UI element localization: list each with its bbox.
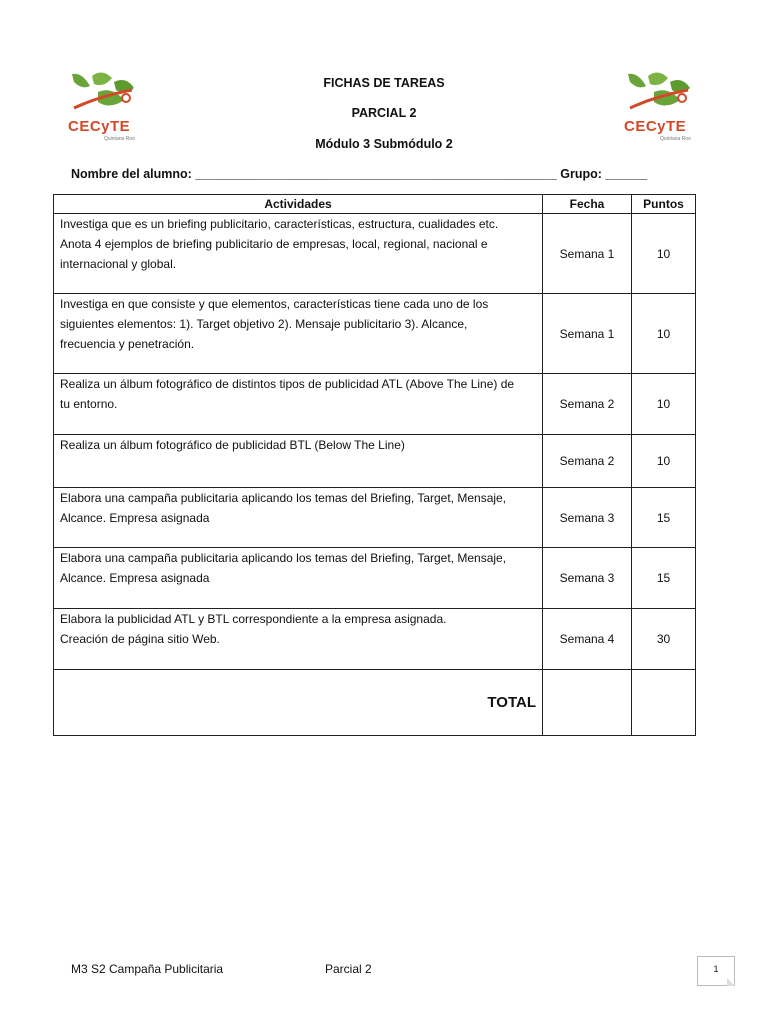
points-cell: 10: [632, 435, 696, 488]
logo-wordmark: CECyTE: [68, 118, 131, 135]
table-header-row: [54, 195, 696, 214]
student-name-group-line: Nombre del alumno: ____________________________________________________ Grupo: ______: [71, 167, 648, 181]
total-row: [54, 670, 696, 736]
date-cell: Semana 2: [543, 435, 632, 488]
date-cell: Semana 1: [543, 294, 632, 374]
date-cell: Semana 1: [543, 214, 632, 294]
activity-cell: Elabora una campaña publicitaria aplicando los temas del Briefing, Target, Mensaje, Alcance. Empresa asignada: [54, 488, 543, 548]
page-fold-icon: [727, 978, 735, 986]
logo-wordmark: CECyTE: [624, 118, 687, 135]
points-cell: 10: [632, 374, 696, 435]
date-cell: Semana 4: [543, 609, 632, 670]
activity-cell: Elabora una campaña publicitaria aplicando los temas del Briefing, Target, Mensaje, Alcance. Empresa asignada: [54, 548, 543, 609]
activity-cell: Realiza un álbum fotográfico de distintos tipos de publicidad ATL (Above The Line) de tu entorno.: [54, 374, 543, 435]
date-cell: Semana 3: [543, 548, 632, 609]
points-cell: 10: [632, 214, 696, 294]
table-row: [54, 374, 696, 435]
table-row: [54, 548, 696, 609]
points-cell: 15: [632, 548, 696, 609]
date-cell: Semana 2: [543, 374, 632, 435]
table-row: [54, 488, 696, 548]
logo-subtext: Quintana Roo: [660, 136, 691, 142]
date-cell: Semana 3: [543, 488, 632, 548]
page-number: [697, 956, 735, 986]
document-title: FICHAS DE TAREAS: [323, 76, 445, 90]
header-activities: Actividades: [54, 195, 543, 214]
points-cell: 10: [632, 294, 696, 374]
logo-subtext: Quintana Roo: [104, 136, 135, 142]
points-cell: 15: [632, 488, 696, 548]
total-label: TOTAL: [54, 670, 543, 736]
points-cell: 30: [632, 609, 696, 670]
table-row: [54, 435, 696, 488]
footer-course: M3 S2 Campaña Publicitaria: [71, 962, 224, 976]
activity-cell: Investiga que es un briefing publicitario, características, estructura, cualidades etc. Anota 4 ejemplos de briefing publicitario de empresas, local, regional, nacional e internacional y global.: [54, 214, 543, 294]
page-number-label: 1: [713, 964, 719, 974]
document-subtitle: PARCIAL 2: [351, 106, 417, 120]
activity-cell: Elabora la publicidad ATL y BTL correspondiente a la empresa asignada. Creación de página sitio Web.: [54, 609, 543, 670]
tasks-table: [53, 194, 696, 736]
activity-cell: Investiga en que consiste y que elementos, características tiene cada uno de los siguientes elementos: 1). Target objetivo 2). Mensaje publicitario 3). Alcance, frecuencia y penetración.: [54, 294, 543, 374]
footer-partial: Parcial 2: [325, 962, 372, 976]
table-row: [54, 609, 696, 670]
module-title: Módulo 3 Submódulo 2: [315, 137, 453, 151]
total-date-cell: [543, 670, 632, 736]
activity-cell: Realiza un álbum fotográfico de publicidad BTL (Below The Line): [54, 435, 543, 488]
header-points: Puntos: [632, 195, 696, 214]
header-date: Fecha: [543, 195, 632, 214]
table-row: [54, 214, 696, 294]
table-row: [54, 294, 696, 374]
total-points-cell: [632, 670, 696, 736]
